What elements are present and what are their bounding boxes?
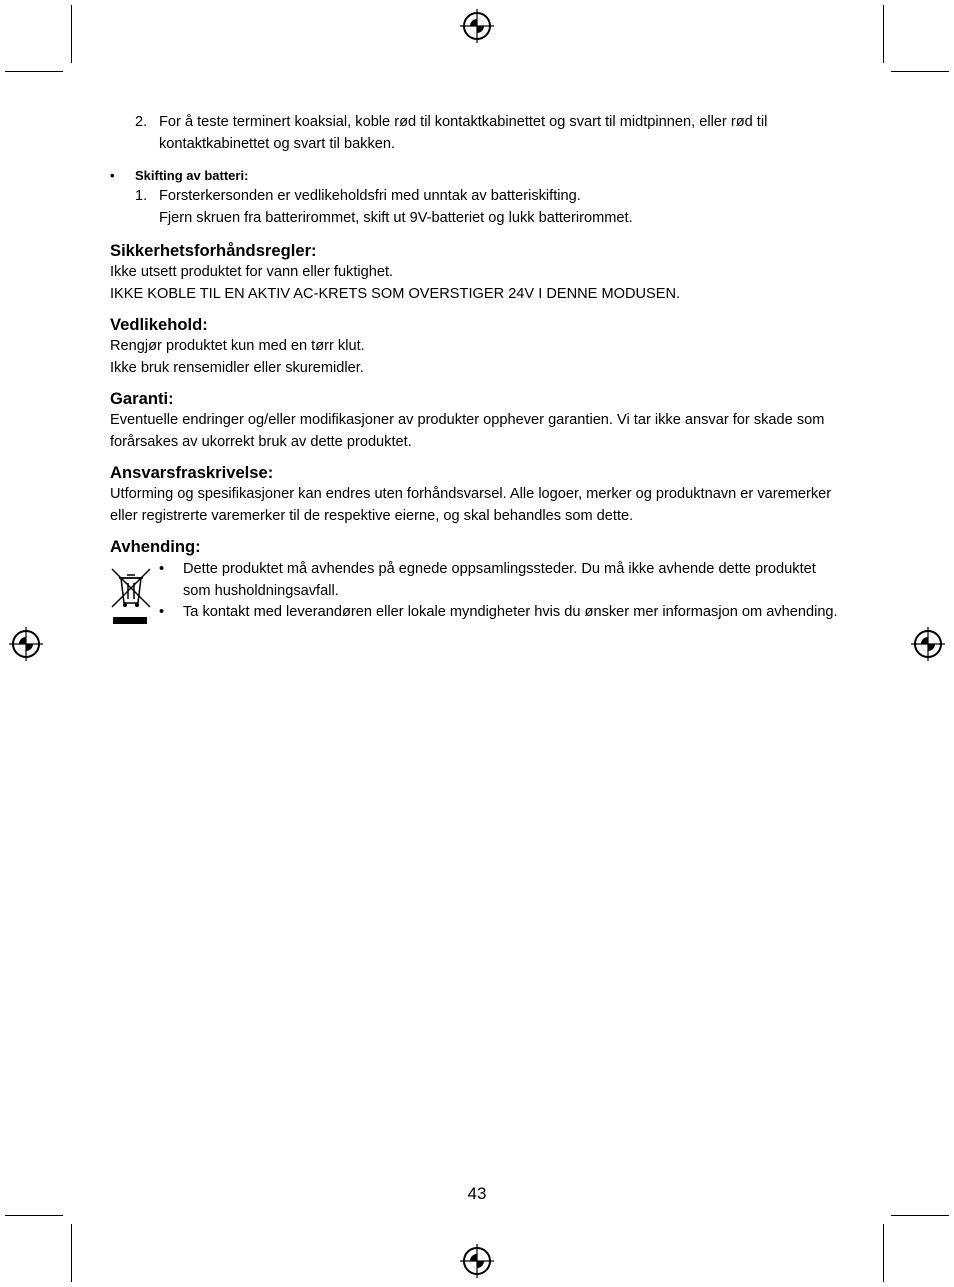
bullet: •	[159, 561, 165, 577]
bullet: •	[110, 168, 115, 183]
disclaimer-text: Utforming og spesifikasjoner kan endres uten forhåndsvarsel. Alle logoer, merker og produktnavn er varemerker eller registrerte varemerker til de respektive eierne, og skal behandles som dette.	[110, 486, 832, 524]
step-number: 1.	[135, 188, 148, 204]
crop-mark-bottom-right-vertical	[883, 1224, 884, 1282]
section-heading-maintenance: Vedlikehold:	[110, 315, 208, 334]
disposal-item-text: Ta kontakt med leverandøren eller lokale myndigheter hvis du ønsker mer informasjon om avhending.	[183, 604, 838, 620]
crop-mark-top-right-horizontal	[891, 71, 949, 72]
registration-mark-icon	[9, 627, 43, 661]
step-text: For å teste terminert koaksial, koble rød til kontaktkabinettet og svart til midtpinnen, eller rød til kontaktkabinettet og svart til bakken.	[159, 114, 768, 152]
registration-mark-icon	[460, 1244, 494, 1278]
crop-mark-bottom-right-horizontal	[891, 1215, 949, 1216]
step-number: 2.	[135, 114, 148, 130]
page-number: 43	[467, 1184, 487, 1203]
page-content	[110, 112, 845, 639]
numbered-step	[110, 112, 845, 155]
crop-mark-bottom-left-vertical	[71, 1224, 72, 1282]
registration-mark-icon	[460, 9, 494, 43]
crop-mark-top-right-vertical	[883, 5, 884, 63]
bullet: •	[159, 604, 165, 620]
disposal-section	[110, 559, 845, 639]
safety-line: Ikke utsett produktet for vann eller fuktighet.	[110, 264, 394, 280]
disposal-item	[110, 602, 845, 624]
step-text-line: Forsterkersonden er vedlikeholdsfri med unntak av batteriskifting.	[159, 188, 581, 204]
section-heading-safety: Sikkerhetsforhåndsregler:	[110, 241, 317, 260]
safety-line: IKKE KOBLE TIL EN AKTIV AC-KRETS SOM OVERSTIGER 24V I DENNE MODUSEN.	[110, 285, 681, 302]
step-text-line: Fjern skruen fra batterirommet, skift ut 9V-batteriet og lukk batterirommet.	[159, 209, 633, 226]
section-heading-disposal: Avhending:	[110, 537, 201, 556]
registration-mark-icon	[911, 627, 945, 661]
battery-heading	[110, 166, 845, 186]
section-heading-warranty: Garanti:	[110, 389, 174, 408]
battery-title: Skifting av batteri:	[135, 168, 249, 183]
numbered-step	[110, 186, 845, 229]
crop-mark-top-left-horizontal	[5, 71, 63, 72]
disposal-item	[110, 559, 845, 602]
crop-mark-bottom-left-horizontal	[5, 1215, 63, 1216]
disposal-item-text: Dette produktet må avhendes på egnede oppsamlingssteder. Du må ikke avhende dette produktet som husholdningsavfall.	[183, 561, 816, 599]
maintenance-line: Ikke bruk rensemidler eller skuremidler.	[110, 359, 364, 376]
maintenance-line: Rengjør produktet kun med en tørr klut.	[110, 338, 365, 354]
section-heading-disclaimer: Ansvarsfraskrivelse:	[110, 463, 274, 482]
warranty-text: Eventuelle endringer og/eller modifikasjoner av produkter opphever garantien. Vi tar ikke ansvar for skade som forårsakes av ukorrekt bruk av dette produktet.	[110, 412, 825, 450]
crop-mark-top-left-vertical	[71, 5, 72, 63]
